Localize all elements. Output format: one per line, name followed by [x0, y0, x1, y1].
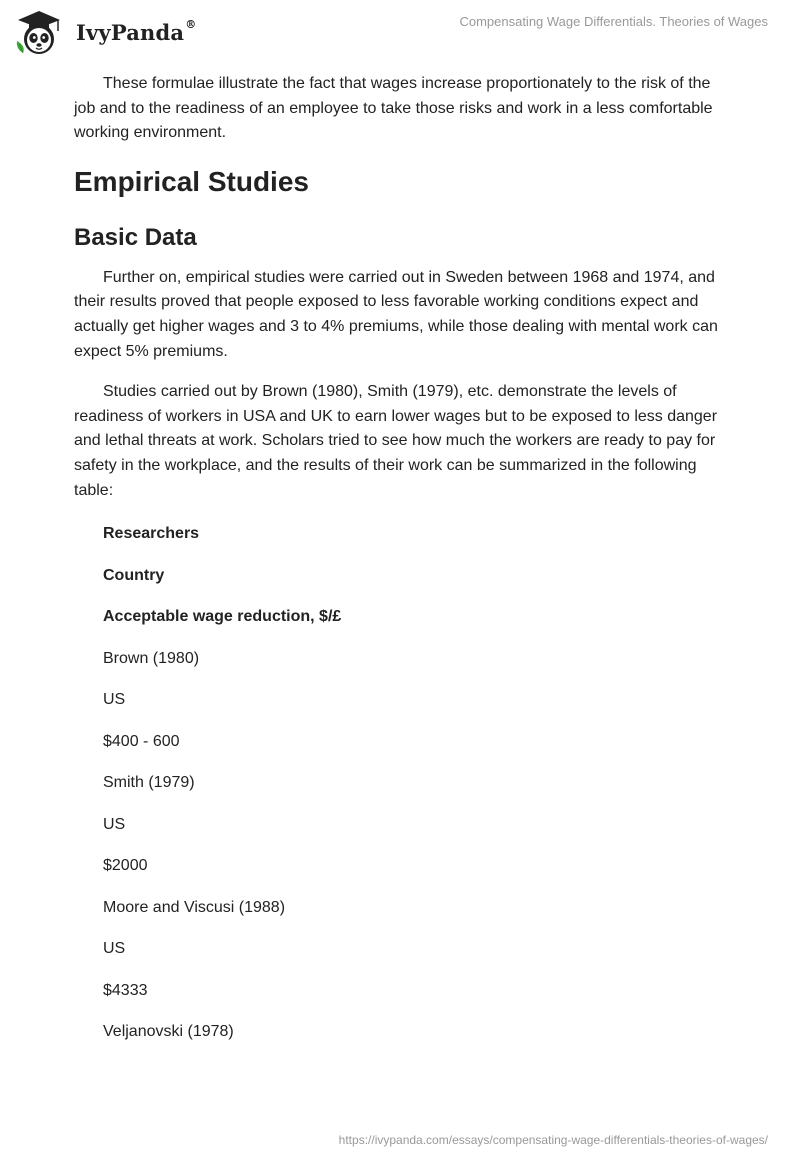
table-cell: Moore and Viscusi (1988) [103, 898, 286, 916]
table-cell: US [103, 815, 126, 833]
table-header-country: Country [103, 566, 165, 584]
table-cell: US [103, 691, 126, 709]
page-header [0, 0, 800, 64]
paragraph-studies: Studies carried out by Brown (1980), Smith (1979), etc. demonstrate the levels of readiness of workers in USA and UK to earn lower wages but to be exposed to less danger and lethal threats at work. Scholars tried to see how much the workers are ready to pay for safety in the workplace, and the results of their work can be summarized in the following table: [74, 383, 718, 499]
essay-content [74, 72, 734, 1064]
table-cell: Veljanovski (1978) [103, 1023, 234, 1041]
intro-paragraph: These formulae illustrate the fact that wages increase proportionately to the risk of the job and to the readiness of an employee to take those risks and work in a less comfortable working environment. [74, 75, 713, 142]
registered-mark: ® [185, 17, 197, 31]
table-cell: $4333 [103, 981, 148, 999]
table-cell: $2000 [103, 857, 148, 875]
brand-name: IvyPanda® [76, 17, 197, 45]
ivypanda-logo[interactable] [14, 7, 196, 57]
table-header-wage-reduction: Acceptable wage reduction, $/£ [103, 608, 342, 626]
subsection-heading: Basic Data [74, 223, 197, 251]
paragraph-empirical-sweden: Further on, empirical studies were carried out in Sweden between 1968 and 1974, and their results proved that people exposed to less favorable working conditions expect and actually get higher wages and 3 to 4% premiums, while those dealing with mental work can expect 5% premiums. [74, 268, 718, 360]
table-cell: Smith (1979) [103, 774, 195, 792]
section-heading: Empirical Studies [74, 165, 309, 197]
table-cell: $400 - 600 [103, 732, 180, 750]
source-url[interactable]: https://ivypanda.com/essays/compensating-wage-differentials-theories-of-wages/ [338, 1133, 768, 1147]
document-title: Compensating Wage Differentials. Theories of Wages [459, 14, 768, 29]
table-cell: US [103, 940, 126, 958]
wage-reduction-table [74, 524, 734, 1042]
table-cell: Brown (1980) [103, 649, 200, 667]
table-header-researchers: Researchers [103, 525, 200, 543]
panda-graduate-icon [14, 7, 64, 57]
